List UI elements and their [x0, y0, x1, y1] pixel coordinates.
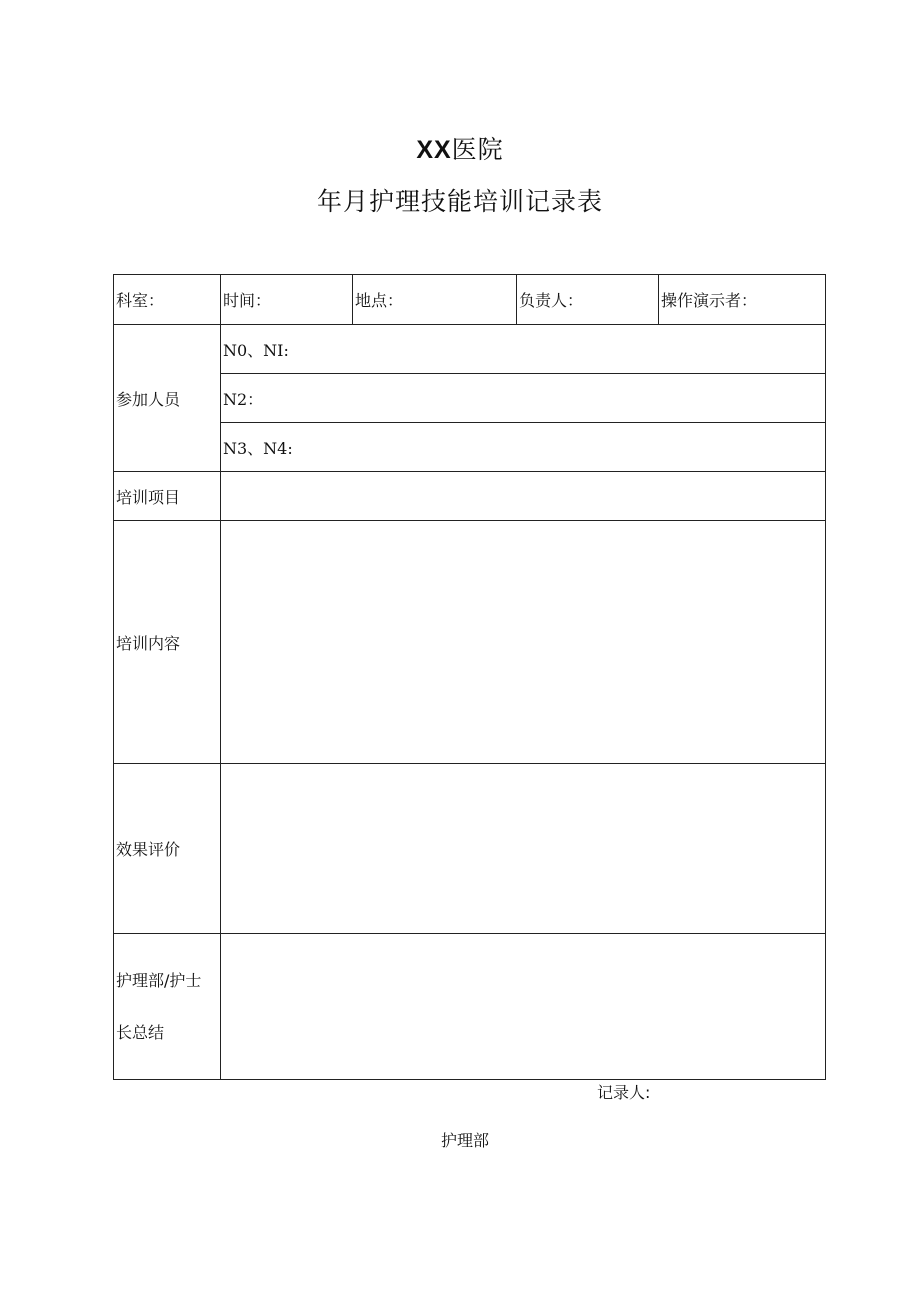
summary-row	[114, 934, 826, 1080]
training-record-table	[113, 274, 826, 1080]
participants-n2-field[interactable]: N2：	[221, 374, 826, 423]
participants-n0-n1-field[interactable]: N0、NI:	[221, 325, 826, 374]
participants-row-2	[114, 374, 826, 423]
participants-row-1	[114, 325, 826, 374]
hospital-name: 医院	[451, 135, 504, 164]
training-item-row	[114, 472, 826, 521]
location-cell[interactable]: 地点：	[353, 275, 517, 325]
info-row	[114, 275, 826, 325]
participants-row-3	[114, 423, 826, 472]
time-cell[interactable]: 时间：	[221, 275, 353, 325]
responsible-cell[interactable]: 负责人：	[517, 275, 659, 325]
training-content-field[interactable]	[221, 521, 826, 764]
evaluation-row	[114, 764, 826, 934]
summary-label: 护理部/护士长总结	[114, 934, 221, 1080]
recorder-label: 记录人:	[597, 1083, 651, 1102]
department-cell[interactable]: 科室：	[114, 275, 221, 325]
demonstrator-cell[interactable]: 操作演示者：	[659, 275, 826, 325]
training-content-label: 培训内容	[114, 521, 221, 764]
summary-field[interactable]	[221, 934, 826, 1080]
evaluation-label: 效果评价	[114, 764, 221, 934]
page-title	[0, 130, 920, 170]
participants-n3-n4-field[interactable]: N3、N4:	[221, 423, 826, 472]
form-subtitle: 年月护理技能培训记录表	[316, 187, 603, 216]
training-item-field[interactable]	[221, 472, 826, 521]
training-item-label: 培训项目	[114, 472, 221, 521]
participants-label: 参加人员	[114, 325, 221, 472]
evaluation-field[interactable]	[221, 764, 826, 934]
footer-department: 护理部	[441, 1131, 490, 1150]
hospital-prefix: XX	[416, 136, 452, 164]
training-content-row	[114, 521, 826, 764]
